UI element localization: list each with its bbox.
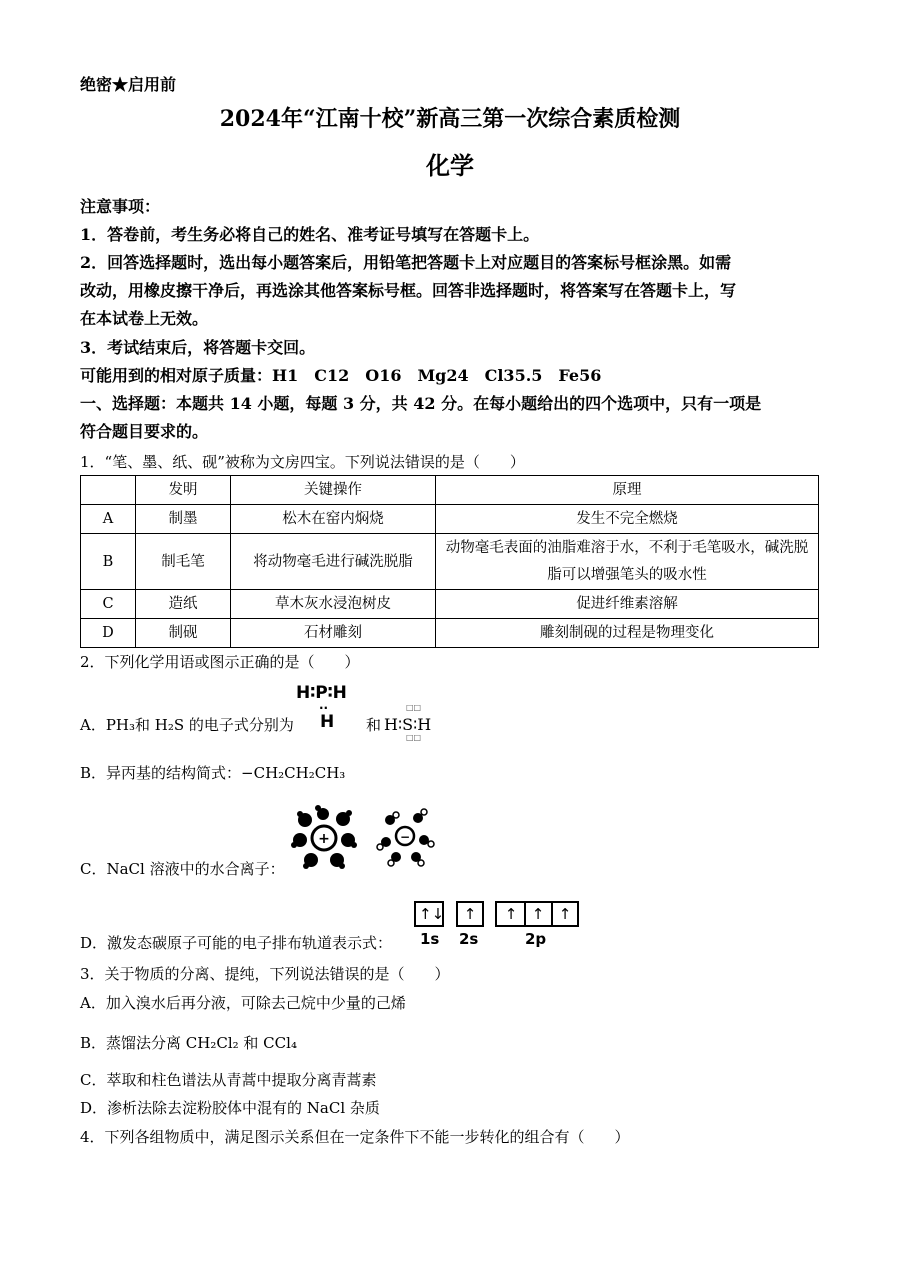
table-header-cell: 发明 — [136, 476, 231, 505]
hydrated-ions-figure — [290, 800, 440, 872]
table-cell-invention: 制砚 — [136, 619, 231, 648]
spin-up-arrow-icon: ↑ — [463, 905, 477, 923]
exam-title: 2024年“江南十校”新高三第一次综合素质检测 — [219, 106, 681, 132]
q3-stem: 3．关于物质的分离、提纯，下列说法错误的是（ ） — [80, 965, 450, 983]
table-header-row — [81, 476, 819, 505]
note-item-1: 1．答卷前，考生务必将自己的姓名、准考证号填写在答题卡上。 — [80, 225, 540, 244]
orbital-label-2s: 2s — [459, 930, 479, 948]
table-cell-invention: 造纸 — [136, 590, 231, 619]
table-row — [81, 590, 819, 619]
section1-intro-a: 一、选择题：本题共 14 小题，每题 3 分，共 42 分。在每小题给出的四个选项中，只有一项是 — [80, 394, 762, 413]
table-row — [81, 534, 819, 590]
table-cell-principle: 促进纤维素溶解 — [436, 590, 819, 619]
orbital-divider — [551, 903, 553, 925]
svg-text:+: + — [318, 831, 330, 847]
svg-text:−: − — [399, 830, 411, 844]
orbital-label-2p: 2p — [525, 930, 547, 948]
table-header-cell: 原理 — [436, 476, 819, 505]
table-header-cell: 关键操作 — [231, 476, 436, 505]
table-header-cell — [81, 476, 136, 505]
lone-pair-mark: □□ — [406, 733, 422, 742]
orbital-label-1s: 1s — [420, 930, 440, 948]
q3-option-d: D．渗析法除去淀粉胶体中混有的 NaCl 杂质 — [80, 1099, 380, 1117]
hydrated-na-ion — [291, 805, 357, 869]
note-item-3: 3．考试结束后，将答题卡交回。 — [80, 338, 316, 357]
q1-table — [80, 475, 819, 648]
q3-option-c: C．萃取和柱色谱法从青蒿中提取分离青蒿素 — [80, 1071, 377, 1089]
orbital-2p-box — [495, 901, 579, 927]
spin-up-arrow-icon: ↑ — [531, 905, 545, 923]
table-cell-operation: 石材雕刻 — [231, 619, 436, 648]
q2-stem: 2．下列化学用语或图示正确的是（ ） — [80, 653, 360, 671]
q2-option-b: B．异丙基的结构简式：−CH₂CH₂CH₃ — [80, 764, 346, 782]
orbital-2s-box — [456, 901, 484, 927]
h2s-electron-formula: H∶S∶H — [384, 715, 432, 734]
note-item-2b: 改动，用橡皮擦干净后，再选涂其他答案标号框。回答非选择题时，将答案写在答题卡上，写 — [80, 281, 737, 300]
ph3-electron-formula-bottom: H — [320, 712, 335, 732]
table-cell-principle: 动物毫毛表面的油脂难溶于水，不利于毛笔吸水，碱洗脱脂可以增强笔头的吸水性 — [436, 534, 819, 590]
q1-stem: 1．“笔、墨、纸、砚”被称为文房四宝。下列说法错误的是（ ） — [80, 453, 525, 471]
lone-pair-dots: ·· — [319, 701, 329, 715]
q3-option-b: B．蒸馏法分离 CH₂Cl₂ 和 CCl₄ — [80, 1034, 297, 1052]
q3-option-a: A．加入溴水后再分液，可除去己烷中少量的己烯 — [80, 994, 406, 1012]
spin-up-arrow-icon: ↑ — [558, 905, 572, 923]
table-cell-operation: 将动物毫毛进行碱洗脱脂 — [231, 534, 436, 590]
note-item-2a: 2．回答选择题时，选出每小题答案后，用铅笔把答题卡上对应题目的答案标号框涂黑。如需 — [80, 253, 732, 272]
lone-pair-mark: □□ — [406, 703, 422, 712]
atomic-masses: 可能用到的相对原子质量：H1 C12 O16 Mg24 Cl35.5 Fe56 — [80, 366, 602, 385]
orbital-1s-box — [414, 901, 444, 927]
table-cell-option: C — [81, 590, 136, 619]
q2-option-a: A．PH₃和 H₂S 的电子式分别为 — [80, 716, 294, 734]
section1-intro-b: 符合题目要求的。 — [80, 422, 209, 441]
table-row — [81, 505, 819, 534]
table-cell-operation: 松木在窑内焖烧 — [231, 505, 436, 534]
table-cell-principle: 雕刻制砚的过程是物理变化 — [436, 619, 819, 648]
q2-option-d: D．激发态碳原子可能的电子排布轨道表示式： — [80, 934, 393, 952]
spin-pair-arrow-icon: ↑↓ — [419, 905, 445, 923]
table-cell-option: A — [81, 505, 136, 534]
table-cell-invention: 制墨 — [136, 505, 231, 534]
q2-option-c: C．NaCl 溶液中的水合离子： — [80, 860, 285, 878]
table-cell-option: D — [81, 619, 136, 648]
table-cell-invention: 制毛笔 — [136, 534, 231, 590]
spin-up-arrow-icon: ↑ — [504, 905, 518, 923]
notes-heading: 注意事项： — [80, 197, 161, 216]
q2-option-a-and: 和 — [366, 716, 382, 734]
table-cell-option: B — [81, 534, 136, 590]
subject-title: 化学 — [426, 151, 474, 180]
confidential-label: 绝密★启用前 — [80, 75, 177, 94]
table-cell-principle: 发生不完全燃烧 — [436, 505, 819, 534]
ph3-electron-formula: H∶P∶H — [296, 683, 347, 703]
hydrated-cl-ion — [377, 809, 434, 866]
table-cell-operation: 草木灰水浸泡树皮 — [231, 590, 436, 619]
note-item-2c: 在本试卷上无效。 — [80, 309, 209, 328]
q4-stem: 4．下列各组物质中，满足图示关系但在一定条件下不能一步转化的组合有（ ） — [80, 1128, 630, 1146]
table-row — [81, 619, 819, 648]
orbital-divider — [524, 903, 526, 925]
